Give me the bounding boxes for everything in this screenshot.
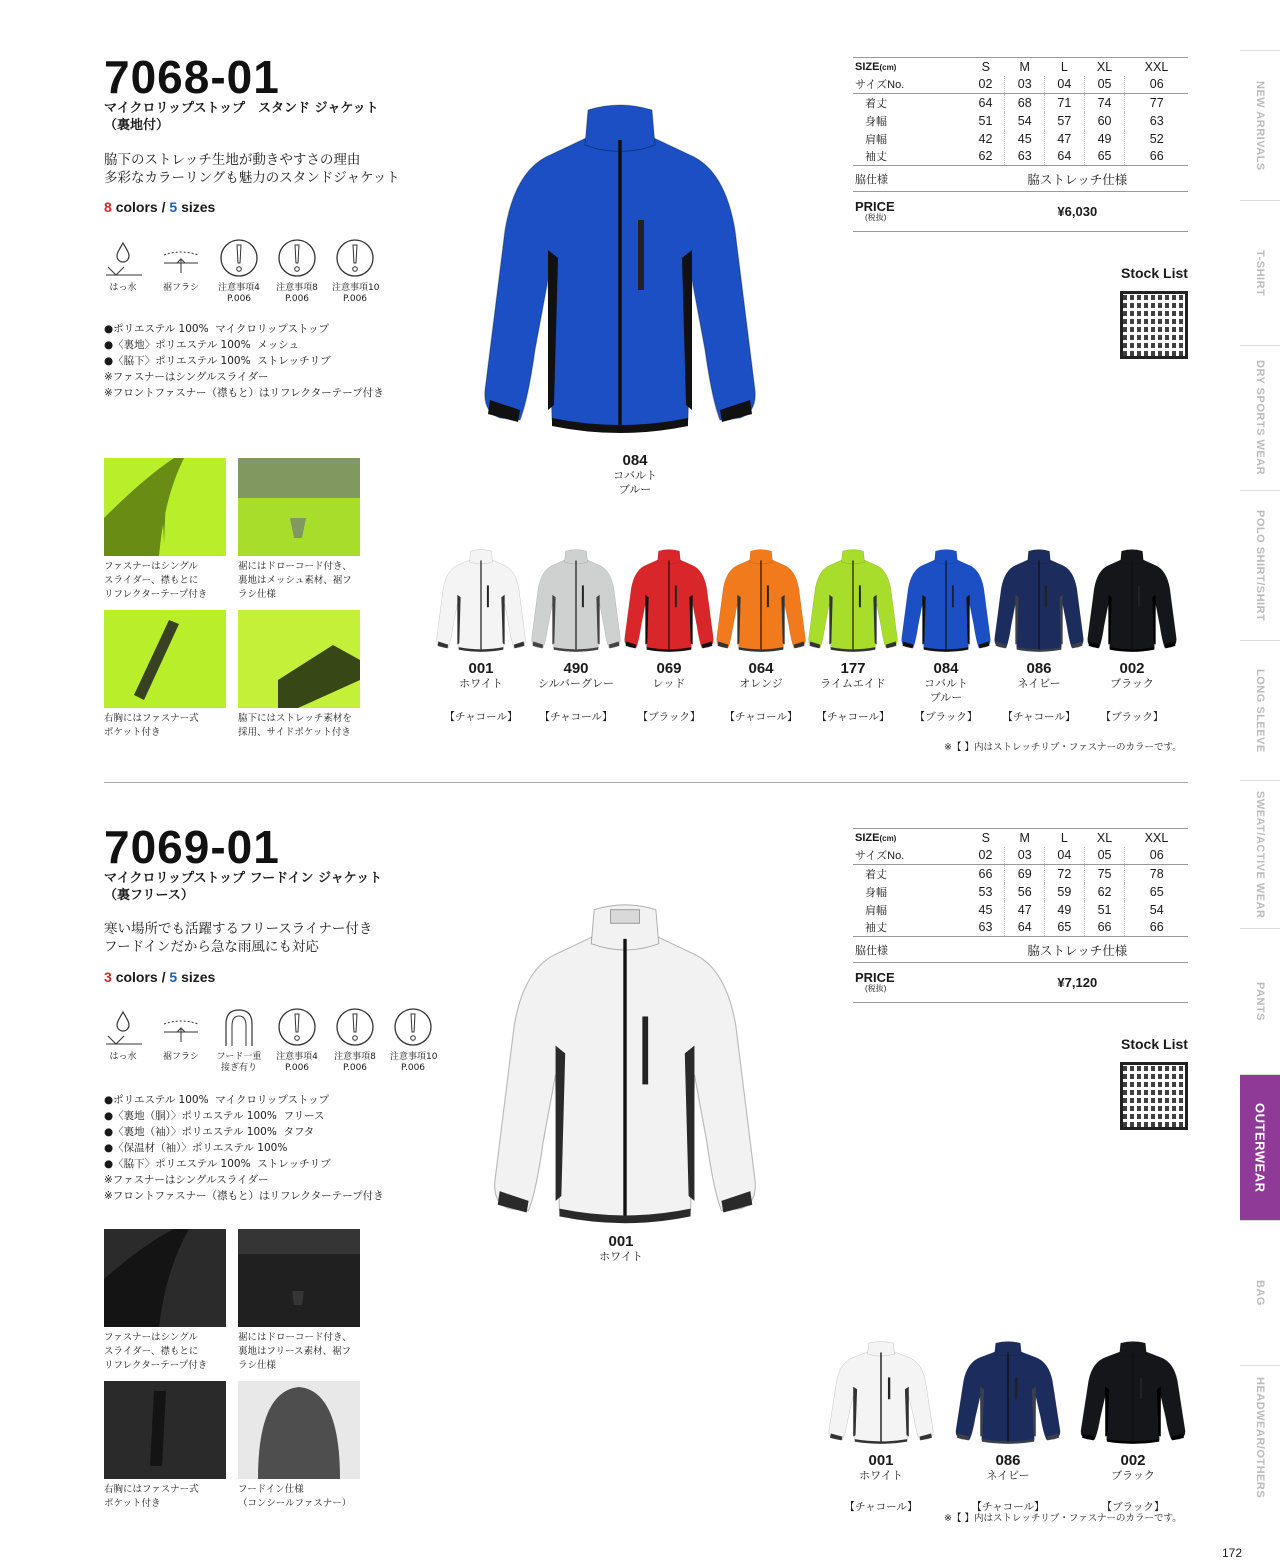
color-name: ホワイト	[859, 1469, 903, 1482]
trim-note: ※【 】内はストレッチリブ・ファスナーのカラーです。	[944, 742, 1182, 753]
size-no: 05	[1084, 847, 1125, 865]
color-variant[interactable]	[624, 660, 714, 724]
variant-image	[993, 548, 1085, 654]
color-variant[interactable]	[716, 660, 806, 724]
trim-color: 【チャコール】	[1002, 711, 1076, 723]
feature-icon	[274, 1006, 320, 1074]
size-no: 06	[1125, 76, 1188, 94]
measure-value: 66	[1084, 919, 1125, 937]
measure-value: 51	[967, 112, 1005, 130]
color-name: シルバーグレー	[538, 677, 614, 690]
detail-caption: ファスナーはシングル スライダー、襟もとに リフレクターテープ付き	[104, 561, 208, 600]
feature-icon-label: 注意事項10 P.006	[390, 1052, 438, 1073]
trim-color: 【ブラック】	[637, 711, 701, 723]
feature-icon-graphic	[218, 237, 260, 279]
color-variant[interactable]	[1088, 1452, 1178, 1514]
size-no: 05	[1084, 76, 1125, 94]
measure-value: 57	[1045, 112, 1085, 130]
color-code: 001	[868, 1452, 894, 1469]
measure-value: 65	[1149, 884, 1164, 899]
measure-value: 66	[1125, 919, 1188, 937]
measure-value: 49	[1084, 130, 1125, 148]
feature-icon	[332, 237, 378, 305]
size-no-label: サイズNo.	[853, 847, 967, 865]
side-tab-label: BAG	[1254, 1280, 1266, 1306]
color-code: 002	[1120, 1452, 1146, 1469]
size-header: L	[1045, 58, 1085, 76]
side-tab[interactable]	[1240, 1365, 1280, 1510]
stock-list-label: Stock List	[1121, 265, 1188, 281]
color-name: コバルト ブルー	[924, 677, 968, 704]
measure-label: 着丈	[865, 97, 887, 110]
feature-icon-graphic	[276, 237, 318, 279]
page-number: 172	[1222, 1546, 1243, 1560]
side-tab[interactable]	[1240, 50, 1280, 200]
side-tab[interactable]	[1240, 1220, 1280, 1365]
detail-caption: 右胸にはファスナー式 ポケット付き	[104, 1484, 199, 1509]
measure-value: 64	[1005, 919, 1045, 937]
variant-image	[900, 548, 992, 654]
qr-code[interactable]	[1120, 291, 1188, 359]
variant-image	[1079, 1340, 1187, 1446]
detail-caption: 脇下にはストレッチ素材を 採用、サイドポケット付き	[238, 713, 352, 738]
detail-caption: フードイン仕様 （コンシールファスナー）	[238, 1484, 352, 1509]
color-code: 086	[1026, 660, 1052, 677]
detail-photo	[104, 1229, 226, 1327]
main-color-label: 001 ホワイト	[599, 1233, 643, 1263]
variant-image	[807, 548, 899, 654]
measure-value: 45	[1005, 130, 1045, 148]
price-value: ¥7,120	[967, 963, 1188, 1003]
main-color-label: 084 コバルト ブルー	[613, 452, 657, 496]
model-number: 7069-01	[104, 821, 280, 873]
color-name: ブラック	[1110, 677, 1154, 690]
variant-image	[954, 1340, 1062, 1446]
feature-icon-label: フード一重 接ぎ有り	[216, 1052, 262, 1073]
trim-note: ※【 】内はストレッチリブ・ファスナーのカラーです。	[944, 1513, 1182, 1524]
measure-value: 66	[967, 865, 1005, 883]
color-code: 002	[1119, 660, 1145, 677]
feature-icon	[332, 1006, 378, 1074]
variant-image	[530, 548, 622, 654]
side-tab[interactable]	[1240, 345, 1280, 490]
main-product-image	[480, 100, 760, 440]
side-tab[interactable]	[1240, 928, 1280, 1074]
side-tab-label: SWEAT/ACTIVE WEAR	[1254, 790, 1266, 919]
color-code: 001	[468, 660, 494, 677]
size-no: 02	[967, 847, 1005, 865]
size-header: S	[967, 58, 1005, 76]
trim-color: 【チャコール】	[444, 711, 518, 723]
side-tab-label: OUTERWEAR	[1252, 1102, 1268, 1193]
side-tab-label: NEW ARRIVALS	[1254, 80, 1266, 171]
color-variant[interactable]	[531, 660, 621, 724]
size-header: XL	[1084, 58, 1125, 76]
catch-copy: 脇下のストレッチ生地が動きやすさの理由 多彩なカラーリングも魅力のスタンドジャケット	[104, 152, 400, 186]
feature-icon-label: はっ水	[109, 283, 137, 293]
feature-icon-label: 注意事項4 P.006	[218, 283, 260, 304]
measure-value: 53	[967, 883, 1005, 901]
detail-photo	[104, 610, 226, 708]
variant-image	[435, 548, 527, 654]
side-spec-label: 脇仕様	[853, 166, 967, 192]
size-label: SIZE	[855, 831, 880, 844]
feature-icon-graphic	[334, 237, 376, 279]
feature-icon-graphic	[160, 1006, 202, 1048]
measure-value: 62	[967, 148, 1005, 166]
detail-caption: ファスナーはシングル スライダー、襟もとに リフレクターテープ付き	[104, 1332, 208, 1371]
measure-value: 60	[1084, 112, 1125, 130]
side-tab-label: DRY SPORTS WEAR	[1254, 360, 1266, 476]
color-name: ブラック	[1111, 1469, 1155, 1482]
measure-label: 袖丈	[853, 148, 967, 166]
size-header: M	[1005, 58, 1045, 76]
color-variant[interactable]	[901, 660, 991, 724]
size-no: 04	[1045, 76, 1085, 94]
color-variant[interactable]	[994, 660, 1084, 724]
detail-caption: 右胸にはファスナー式 ポケット付き	[104, 713, 199, 738]
measure-value: 54	[1149, 902, 1164, 917]
variant-image	[827, 1340, 935, 1446]
trim-color: 【ブラック】	[1101, 1501, 1165, 1513]
jacket-graphic	[902, 550, 991, 652]
size-no: 04	[1045, 847, 1085, 865]
jacket-graphic	[956, 1342, 1060, 1444]
size-header: L	[1045, 829, 1085, 847]
size-label: SIZE	[855, 60, 880, 73]
measure-value: 69	[1005, 865, 1045, 883]
feature-icon-label: 裾フラシ	[162, 1052, 199, 1062]
feature-icon	[100, 1006, 146, 1074]
color-name: ネイビー	[986, 1469, 1030, 1482]
feature-icon-graphic	[334, 1006, 376, 1048]
measure-value: 63	[1005, 148, 1045, 166]
jacket-graphic	[485, 105, 755, 433]
price-label: PRICE (税抜)	[853, 192, 967, 232]
feature-icons	[100, 1006, 436, 1074]
color-code: 086	[995, 1452, 1021, 1469]
side-tab-label: HEADWEAR/OTHERS	[1254, 1377, 1266, 1499]
side-tab[interactable]	[1240, 780, 1280, 928]
size-table	[853, 828, 1188, 1003]
side-spec-value: 脇ストレッチ仕様	[967, 937, 1188, 963]
trim-color: 【チャコール】	[724, 711, 798, 723]
side-tab[interactable]	[1240, 1074, 1280, 1220]
jacket-graphic	[809, 550, 898, 652]
trim-color: 【ブラック】	[1100, 711, 1164, 723]
feature-icon-label: 注意事項8 P.006	[276, 283, 318, 304]
feature-icon-graphic	[160, 237, 202, 279]
measure-value: 68	[1005, 94, 1045, 112]
measure-value: 49	[1045, 901, 1085, 919]
measure-label: 身幅	[865, 115, 887, 128]
measure-value: 75	[1084, 865, 1125, 883]
measure-value: 65	[1084, 148, 1125, 166]
size-no: 02	[967, 76, 1005, 94]
detail-photo	[104, 1381, 226, 1479]
color-code: 177	[840, 660, 866, 677]
color-name: ライムエイド	[820, 677, 886, 690]
trim-color: 【チャコール】	[844, 1501, 918, 1513]
measure-value: 66	[1125, 148, 1188, 166]
size-header: M	[1005, 829, 1045, 847]
feature-icon	[158, 237, 204, 305]
size-table	[853, 57, 1188, 232]
side-tab[interactable]	[1240, 490, 1280, 640]
color-size-count: 8 colors / 5 sizes	[104, 199, 216, 215]
color-code: 490	[563, 660, 589, 677]
detail-photo	[238, 610, 360, 708]
detail-caption: 裾にはドローコード付き、 裏地はフリース素材、裾フ ラシ仕様	[238, 1332, 352, 1371]
jacket-graphic	[437, 550, 526, 652]
color-code: 084	[933, 660, 959, 677]
size-header: XL	[1084, 829, 1125, 847]
measure-label: 着丈	[865, 868, 887, 881]
measure-value: 77	[1149, 95, 1164, 110]
feature-icons	[100, 237, 378, 305]
trim-color: 【ブラック】	[914, 711, 978, 723]
jacket-graphic	[829, 1342, 933, 1444]
measure-value: 63	[1149, 113, 1164, 128]
measure-label: 肩幅	[865, 904, 887, 917]
price-value: ¥6,030	[967, 192, 1188, 232]
feature-icon-label: はっ水	[109, 1052, 137, 1062]
size-no: 06	[1125, 847, 1188, 865]
side-tab[interactable]	[1240, 640, 1280, 780]
measure-value: 59	[1045, 883, 1085, 901]
detail-photo	[238, 1229, 360, 1327]
side-tab-label: PANTS	[1254, 982, 1266, 1021]
color-code: 069	[656, 660, 682, 677]
detail-caption: 裾にはドローコード付き、 裏地はメッシュ素材、裾フ ラシ仕様	[238, 561, 352, 600]
measure-value: 64	[967, 94, 1005, 112]
side-tab-label: LONG SLEEVE	[1254, 668, 1266, 753]
color-name: ネイビー	[1017, 677, 1061, 690]
size-no: 03	[1005, 847, 1045, 865]
measure-value: 54	[1005, 112, 1045, 130]
detail-photo	[104, 458, 226, 556]
jacket-graphic	[495, 905, 756, 1223]
side-spec-value: 脇ストレッチ仕様	[967, 166, 1188, 192]
measure-label: 身幅	[865, 886, 887, 899]
color-variant[interactable]	[963, 1452, 1053, 1514]
measure-label: 肩幅	[865, 133, 887, 146]
measure-value: 47	[1005, 901, 1045, 919]
main-product-image	[490, 900, 760, 1230]
detail-photo	[238, 1381, 360, 1479]
measure-value: 52	[1149, 131, 1164, 146]
side-spec-label: 脇仕様	[853, 937, 967, 963]
measure-value: 71	[1045, 94, 1085, 112]
size-unit: (cm)	[879, 62, 897, 72]
size-header: S	[967, 829, 1005, 847]
jacket-graphic	[717, 550, 806, 652]
size-no: 03	[1005, 76, 1045, 94]
measure-value: 72	[1045, 865, 1085, 883]
side-tab-label: POLO SHIRT/SHIRT	[1254, 509, 1266, 622]
color-variant[interactable]	[1087, 660, 1177, 724]
jacket-graphic	[1088, 550, 1177, 652]
variant-image	[1086, 548, 1178, 654]
feature-icon-label: 注意事項8 P.006	[334, 1052, 376, 1073]
size-header: XXL	[1125, 58, 1188, 76]
measure-value: 47	[1045, 130, 1085, 148]
section-divider	[104, 782, 1188, 783]
feature-icon-graphic	[102, 1006, 144, 1048]
color-name: オレンジ	[739, 677, 783, 690]
feature-icon	[274, 237, 320, 305]
size-no-label: サイズNo.	[853, 76, 967, 94]
jacket-graphic	[1081, 1342, 1185, 1444]
color-variant[interactable]	[836, 1452, 926, 1514]
feature-icon-graphic	[218, 1006, 260, 1048]
product-name: マイクロリップストップ フードイン ジャケット （裏フリース）	[104, 871, 383, 903]
qr-code[interactable]	[1120, 1062, 1188, 1130]
jacket-graphic	[532, 550, 621, 652]
color-size-count: 3 colors / 5 sizes	[104, 969, 216, 985]
color-variant[interactable]	[808, 660, 898, 724]
variant-image	[715, 548, 807, 654]
feature-icon-graphic	[392, 1006, 434, 1048]
measure-value: 45	[967, 901, 1005, 919]
side-tab[interactable]	[1240, 200, 1280, 345]
measure-value: 62	[1084, 883, 1125, 901]
feature-icon	[390, 1006, 436, 1074]
side-tab-label: T-SHIRT	[1254, 249, 1266, 297]
feature-icon-graphic	[276, 1006, 318, 1048]
color-variant[interactable]	[436, 660, 526, 724]
size-header: XXL	[1125, 829, 1188, 847]
variant-image	[623, 548, 715, 654]
feature-icon	[158, 1006, 204, 1074]
color-name: レッド	[652, 677, 686, 690]
measure-value: 65	[1045, 919, 1085, 937]
color-code: 064	[748, 660, 774, 677]
measure-value: 42	[967, 130, 1005, 148]
catch-copy: 寒い場所でも活躍するフリースライナー付き フードインだから急な雨風にも対応	[104, 921, 373, 955]
feature-icon-graphic	[102, 237, 144, 279]
trim-color: 【チャコール】	[539, 711, 613, 723]
stock-list-label: Stock List	[1121, 1036, 1188, 1052]
product-name: マイクロリップストップ スタンド ジャケット （裏地付）	[104, 101, 379, 133]
feature-icon-label: 注意事項4 P.006	[276, 1052, 318, 1073]
trim-color: 【チャコール】	[971, 1501, 1045, 1513]
jacket-graphic	[995, 550, 1084, 652]
feature-icon	[216, 1006, 262, 1074]
color-name: ホワイト	[459, 677, 503, 690]
measure-value: 51	[1084, 901, 1125, 919]
feature-icon-label: 裾フラシ	[162, 283, 199, 293]
jacket-graphic	[625, 550, 714, 652]
detail-photo	[238, 458, 360, 556]
feature-icon-label: 注意事項10 P.006	[332, 283, 380, 304]
measure-value: 78	[1149, 866, 1164, 881]
measure-value: 63	[967, 919, 1005, 937]
measure-value: 56	[1005, 883, 1045, 901]
size-unit: (cm)	[879, 833, 897, 843]
material-specs: ●ポリエステル 100% マイクロリップストップ ●〈裏地〉ポリエステル 100% メッシュ ●〈脇下〉ポリエステル 100% ストレッチリブ ※ファスナーはシングルスライダー ※フロントファスナー（襟もと）はリフレクターテープ付き	[104, 323, 384, 399]
feature-icon	[216, 237, 262, 305]
measure-value: 74	[1084, 94, 1125, 112]
measure-label: 袖丈	[853, 919, 967, 937]
model-number: 7068-01	[104, 51, 280, 103]
material-specs: ●ポリエステル 100% マイクロリップストップ ●〈裏地（胴）〉ポリエステル 100% フリース ●〈裏地（袖）〉ポリエステル 100% タフタ ●〈保温材（袖）〉ポリエステル 100% ●〈脇下〉ポリエステル 100% ストレッチリブ ※ファスナーはシングルスライダー ※フロントファスナー（襟もと）はリフレクターテープ付き	[104, 1094, 384, 1202]
feature-icon	[100, 237, 146, 305]
measure-value: 64	[1045, 148, 1085, 166]
price-label: PRICE (税抜)	[853, 963, 967, 1003]
trim-color: 【チャコール】	[816, 711, 890, 723]
